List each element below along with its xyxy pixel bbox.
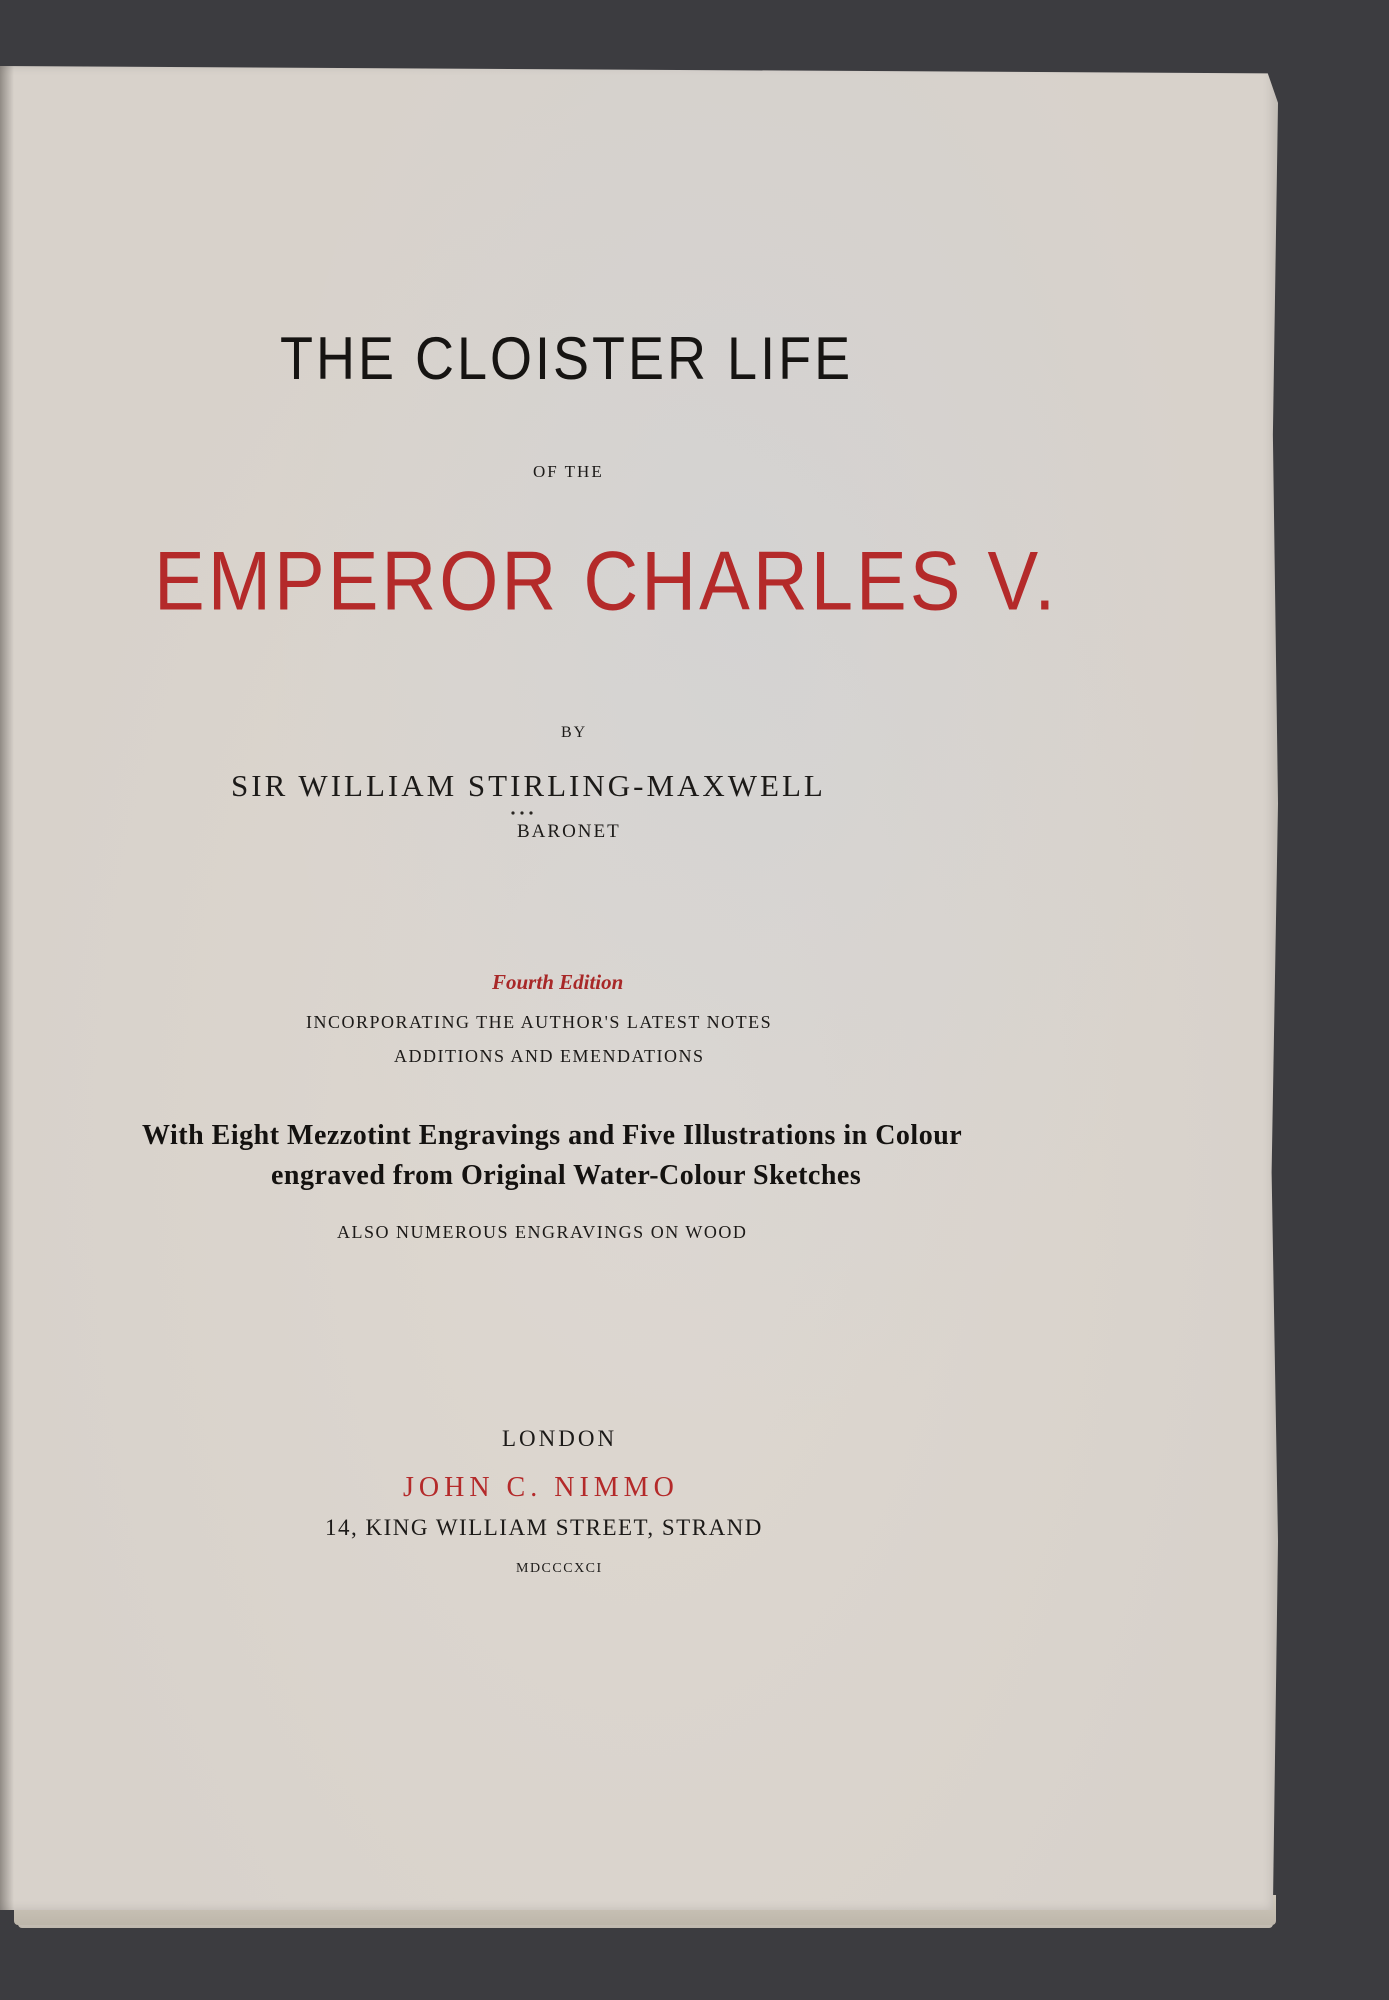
illustrations-line-3: ALSO NUMEROUS ENGRAVINGS ON WOOD [337,1222,748,1242]
imprint-city: LONDON [502,1426,618,1451]
edition-note-2: ADDITIONS AND EMENDATIONS [394,1046,705,1066]
author-title: BARONET [517,821,621,842]
byline-by: BY [561,724,588,741]
author-name: SIR WILLIAM STIRLING-MAXWELL [231,768,826,803]
book-gutter-shadow [0,66,14,1910]
edition-label: Fourth Edition [492,970,624,994]
title-line-subject: EMPEROR CHARLES V. [154,534,1059,629]
imprint-address: 14, KING WILLIAM STREET, STRAND [325,1515,763,1540]
title-line-main: THE CLOISTER LIFE [280,325,854,393]
title-line-connector: OF THE [533,462,604,481]
edition-note-1: INCORPORATING THE AUTHOR'S LATEST NOTES [306,1012,773,1032]
illustrations-line-2: engraved from Original Water-Colour Sketches [271,1160,862,1191]
illustrations-line-1: With Eight Mezzotint Engravings and Five Illustrations in Colour [142,1120,963,1151]
pen-mark-icon [509,810,545,816]
imprint-publisher: JOHN C. NIMMO [403,1472,679,1503]
imprint-year: MDCCCXCI [516,1561,603,1576]
